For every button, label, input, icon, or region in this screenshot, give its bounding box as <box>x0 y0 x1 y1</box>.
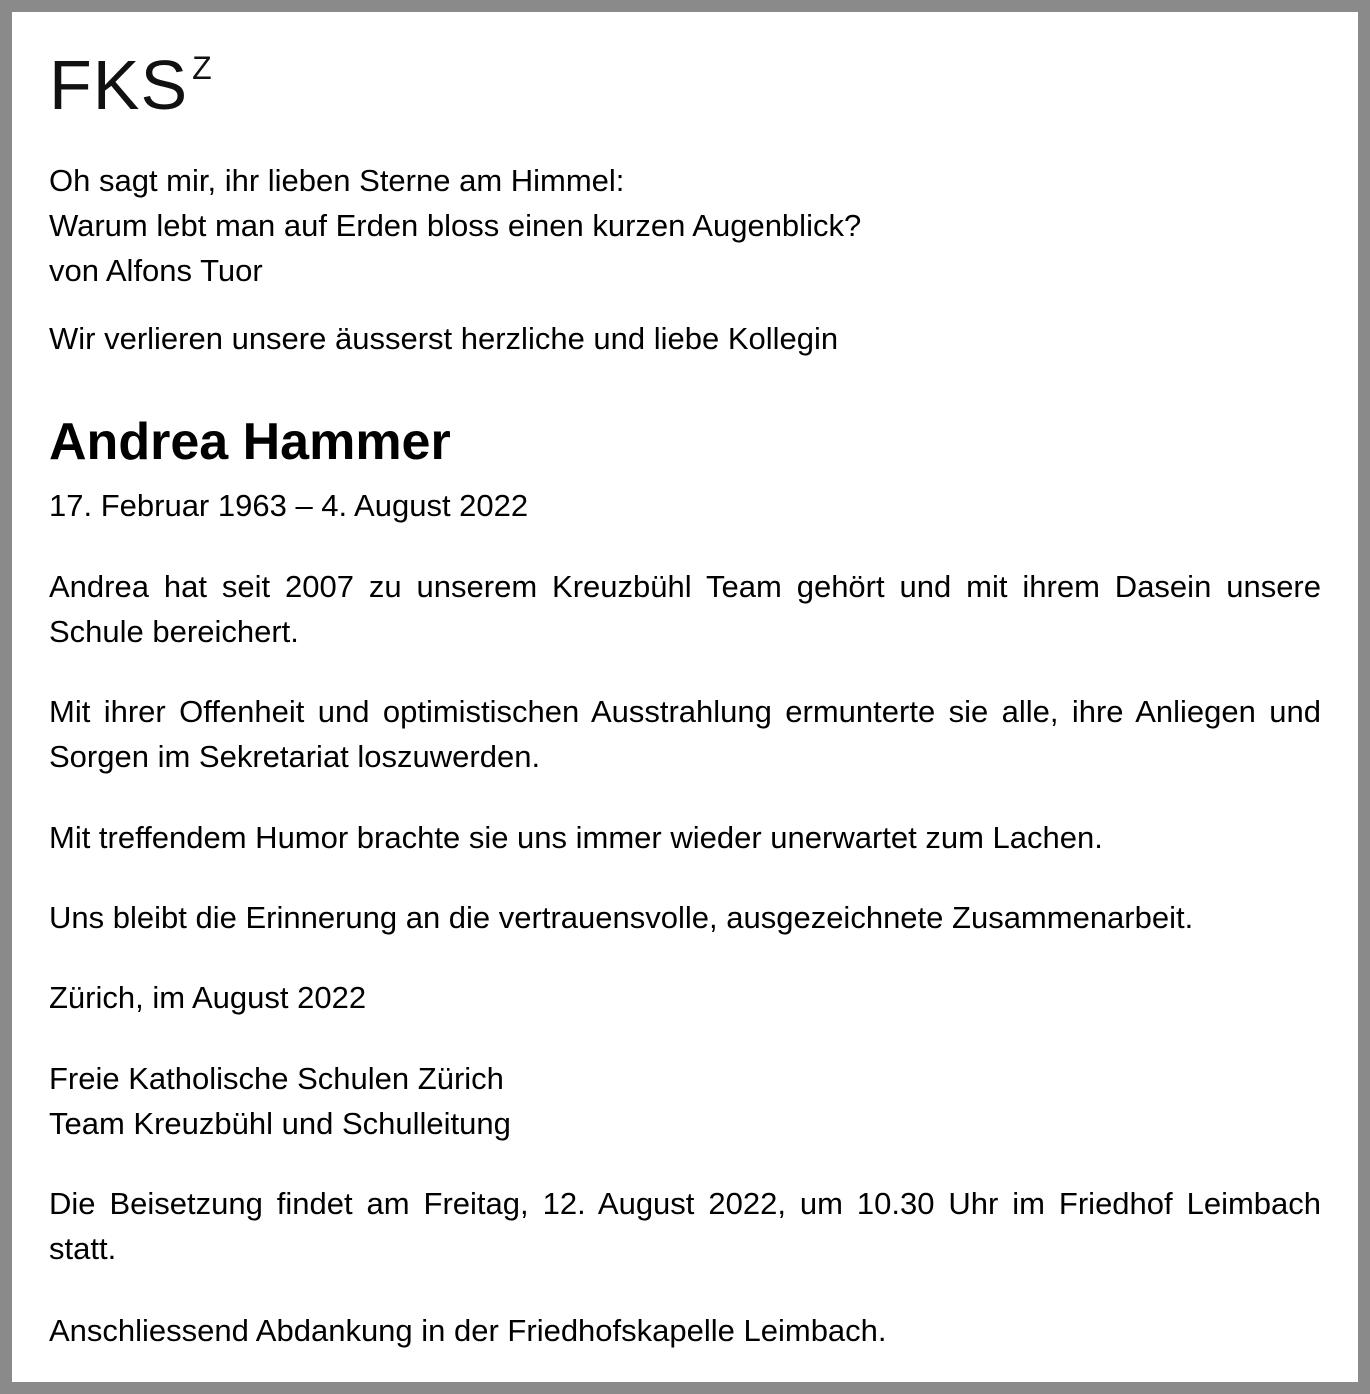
logo-superscript: Z <box>192 50 213 86</box>
signature-line-1: Freie Katholische Schulen Zürich <box>49 1061 504 1096</box>
paragraph-humor: Mit treffendem Humor brachte sie uns immer wieder unerwartet zum Lachen. <box>49 820 1103 855</box>
life-dates: 17. Februar 1963 – 4. August 2022 <box>49 488 529 523</box>
funeral-ceremony: Anschliessend Abdankung in der Friedhofskapelle Leimbach. <box>49 1313 887 1348</box>
funeral-burial: Die Beisetzung findet am Freitag, 12. August 2022, um 10.30 Uhr im Friedhof Leimbach statt. <box>49 1186 1321 1266</box>
fksz-logo <box>49 46 213 124</box>
obituary-sheet <box>12 12 1358 1382</box>
place-date: Zürich, im August 2022 <box>49 980 367 1015</box>
poem-author: von Alfons Tuor <box>49 253 263 288</box>
deceased-name: Andrea Hammer <box>49 413 451 471</box>
logo-text: FKS <box>49 46 189 124</box>
paragraph-team: Andrea hat seit 2007 zu unserem Kreuzbühl Team gehört und mit ihrem Dasein unsere Schule bereichert. <box>49 569 1321 649</box>
intro-text: Wir verlieren unsere äusserst herzliche und liebe Kollegin <box>49 321 839 356</box>
poem-line-2: Warum lebt man auf Erden bloss einen kurzen Augenblick? <box>49 208 862 243</box>
poem-line-1: Oh sagt mir, ihr lieben Sterne am Himmel: <box>49 163 625 198</box>
paragraph-memory: Uns bleibt die Erinnerung an die vertrauensvolle, ausgezeichnete Zusammenarbeit. <box>49 900 1194 935</box>
signature-line-2: Team Kreuzbühl und Schulleitung <box>49 1106 511 1141</box>
paragraph-openness: Mit ihrer Offenheit und optimistischen Ausstrahlung ermunterte sie alle, ihre Anliegen und Sorgen im Sekretariat loszuwerden. <box>49 694 1321 774</box>
